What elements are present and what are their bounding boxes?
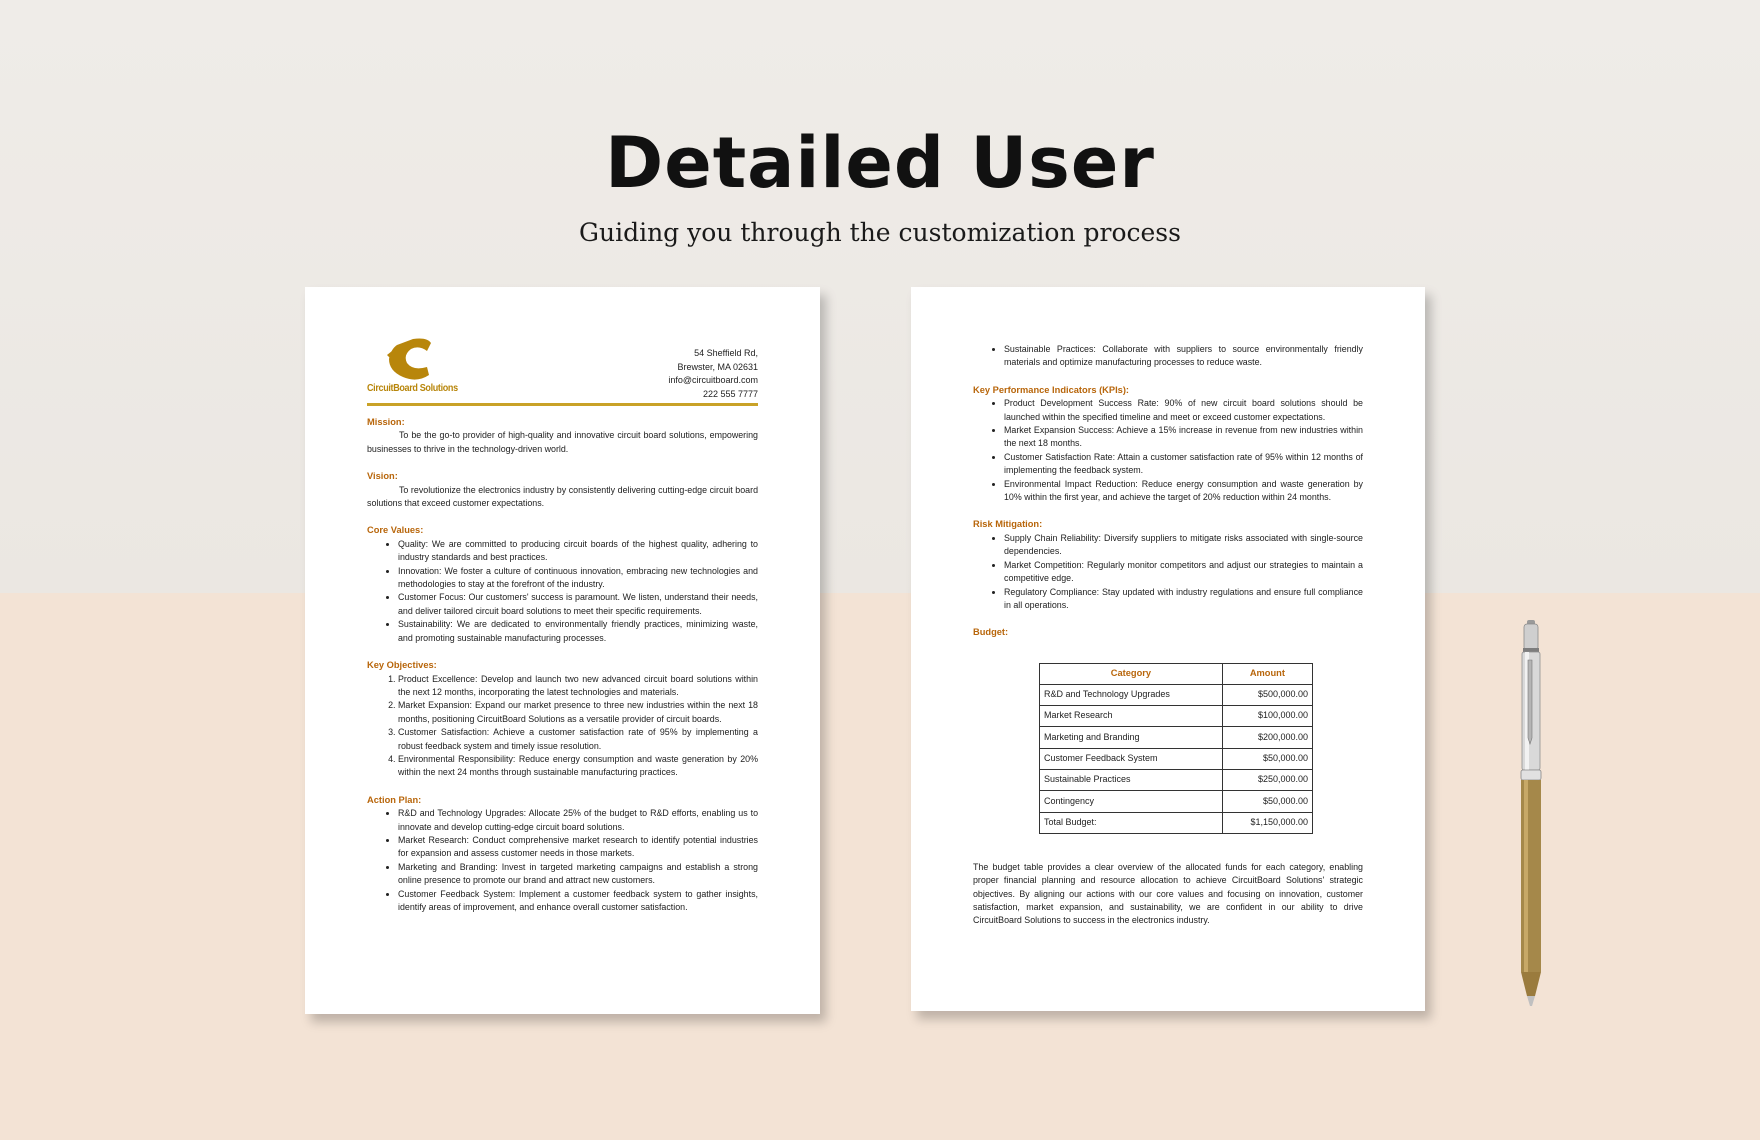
key-objectives-heading: Key Objectives:: [367, 660, 437, 671]
column-header-amount: Amount: [1222, 663, 1312, 684]
company-address: [668, 347, 758, 401]
list-item: • Innovation: We foster a culture of continuous innovation, embracing new technologies and methodologies to stay at the forefront of the industry.: [398, 565, 758, 592]
mission-text: To be the go-to provider of high-quality and innovative circuit board solutions, empowering businesses to thrive in the technology-driven world.: [367, 430, 758, 454]
category-cell: Contingency: [1040, 791, 1223, 812]
list-item: • Sustainable Practices: Collaborate with suppliers to source environmentally friendly materials and optimize manufacturing processes to reduce waste.: [1004, 343, 1363, 370]
company-name: CircuitBoard Solutions: [367, 382, 458, 394]
list-item: • Environmental Impact Reduction: Reduce energy consumption and waste generation by 10% within the first year, and achieve the target of 20% reduction within 24 months.: [1004, 478, 1363, 505]
table-row: [1040, 706, 1313, 727]
action-plan-list: [398, 807, 758, 914]
list-item: • Market Expansion Success: Achieve a 15% increase in revenue from new industries within the next 18 months.: [1004, 424, 1363, 451]
header-divider: [367, 403, 758, 406]
address-email: info@circuitboard.com: [668, 375, 758, 385]
category-cell: Sustainable Practices: [1040, 769, 1223, 790]
list-item: • Customer Satisfaction Rate: Attain a customer satisfaction rate of 95% within 12 months of implementing the feedback system.: [1004, 451, 1363, 478]
amount-cell: $50,000.00: [1222, 748, 1312, 769]
table-row: [1040, 791, 1313, 812]
address-phone: 222 555 7777: [702, 388, 758, 399]
category-cell: Market Research: [1040, 706, 1223, 727]
amount-cell: $50,000.00: [1222, 791, 1312, 812]
column-header-category: Category: [1040, 663, 1223, 684]
list-item: 2. Market Expansion: Expand our market presence to three new industries within the next 18 months, positioning CircuitBoard Solutions as a versatile provider of circuit boards.: [398, 699, 758, 726]
hero-subtitle: Guiding you through the customization process: [579, 218, 1181, 247]
letterhead: [367, 337, 758, 401]
closing-paragraph: The budget table provides a clear overview of the allocated funds for each category, enabling proper financial planning and resource allocation to achieve CircuitBoard Solutions' strategic objectives. By aligning our actions with our core values and focusing on innovation, customer satisfaction, market expansion, and sustainability, we are confident in our ability to drive CircuitBoard Solutions to success in the electronics industry.: [973, 861, 1363, 926]
amount-cell: $200,000.00: [1222, 727, 1312, 748]
vision-text: To revolutionize the electronics industry by consistently delivering cutting-edge circuit board solutions that exceed customer expectations.: [367, 484, 758, 509]
action-plan-continued-list: [1004, 343, 1363, 370]
category-cell: R&D and Technology Upgrades: [1040, 684, 1223, 705]
list-item: • Quality: We are committed to producing circuit boards of the highest quality, adhering to industry standards and best practices.: [398, 538, 758, 565]
list-item: • R&D and Technology Upgrades: Allocate 25% of the budget to R&D efforts, enabling us to innovate and develop cutting-edge circuit board solutions.: [398, 807, 758, 834]
list-item: • Sustainability: We are dedicated to environmentally friendly practices, minimizing waste, and promoting sustainable manufacturing processes.: [398, 618, 758, 645]
list-item: • Product Development Success Rate: 90% of new circuit board solutions should be launched within the specified timeline and meet or exceed customer expectations.: [1004, 397, 1363, 424]
amount-cell: $100,000.00: [1222, 706, 1312, 727]
action-plan-heading: Action Plan:: [367, 794, 422, 805]
table-row: [1040, 769, 1313, 790]
core-values-heading: Core Values:: [367, 525, 424, 536]
core-values-list: [398, 538, 758, 645]
list-item: • Market Research: Conduct comprehensive market research to identify potential industries for expansion and assess customer needs in those markets.: [398, 834, 758, 861]
list-item: 1. Product Excellence: Develop and launch two new advanced circuit board solutions within the next 12 months, incorporating the latest technologies and materials.: [398, 673, 758, 700]
total-amount-cell: $1,150,000.00: [1222, 812, 1312, 833]
kpi-heading: Key Performance Indicators (KPIs):: [973, 384, 1130, 395]
table-row: [1040, 684, 1313, 705]
address-line: 54 Sheffield Rd,: [694, 348, 758, 358]
list-item: • Regulatory Compliance: Stay updated with industry regulations and ensure full compliance in all operations.: [1004, 586, 1363, 613]
address-line: Brewster, MA 02631: [677, 361, 758, 372]
budget-table: [1039, 663, 1313, 834]
background-bottom: [0, 593, 1760, 1140]
pen-image: [1516, 620, 1546, 1008]
table-total-row: [1040, 812, 1313, 833]
budget-heading: Budget:: [973, 627, 1009, 638]
mission-heading: Mission:: [367, 417, 405, 427]
list-item: • Market Competition: Regularly monitor competitors and adjust our strategies to maintain a competitive edge.: [1004, 559, 1363, 586]
category-cell: Customer Feedback System: [1040, 748, 1223, 769]
document-page-2: [911, 287, 1425, 1011]
table-row: [1040, 727, 1313, 748]
risk-mitigation-heading: Risk Mitigation:: [973, 519, 1043, 530]
total-label-cell: Total Budget:: [1040, 812, 1223, 833]
table-row: [1040, 748, 1313, 769]
table-header-row: [1040, 663, 1313, 684]
list-item: • Customer Focus: Our customers' success is paramount. We listen, understand their needs, and deliver tailored circuit board solutions to meet their specific requirements.: [398, 591, 758, 618]
vision-heading: Vision:: [367, 471, 398, 482]
list-item: • Customer Feedback System: Implement a customer feedback system to gather insights, identify areas of improvement, and enhance overall customer satisfaction.: [398, 888, 758, 915]
key-objectives-list: [398, 673, 758, 780]
category-cell: Marketing and Branding: [1040, 727, 1223, 748]
amount-cell: $250,000.00: [1222, 769, 1312, 790]
risk-mitigation-list: [1004, 532, 1363, 612]
kpi-list: [1004, 397, 1363, 504]
list-item: 3. Customer Satisfaction: Achieve a customer satisfaction rate of 95% by implementing a robust feedback system and timely issue resolution.: [398, 726, 758, 753]
list-item: • Supply Chain Reliability: Diversify suppliers to mitigate risks associated with single-source dependencies.: [1004, 532, 1363, 559]
list-item: 4. Environmental Responsibility: Reduce energy consumption and waste generation by 20% within the next 24 months through sustainable manufacturing practices.: [398, 753, 758, 780]
amount-cell: $500,000.00: [1222, 684, 1312, 705]
hero-title: Detailed User: [605, 122, 1155, 204]
document-page-1: [305, 287, 820, 1014]
list-item: • Marketing and Branding: Invest in targeted marketing campaigns and establish a strong online presence to promote our brand and attract new customers.: [398, 861, 758, 888]
